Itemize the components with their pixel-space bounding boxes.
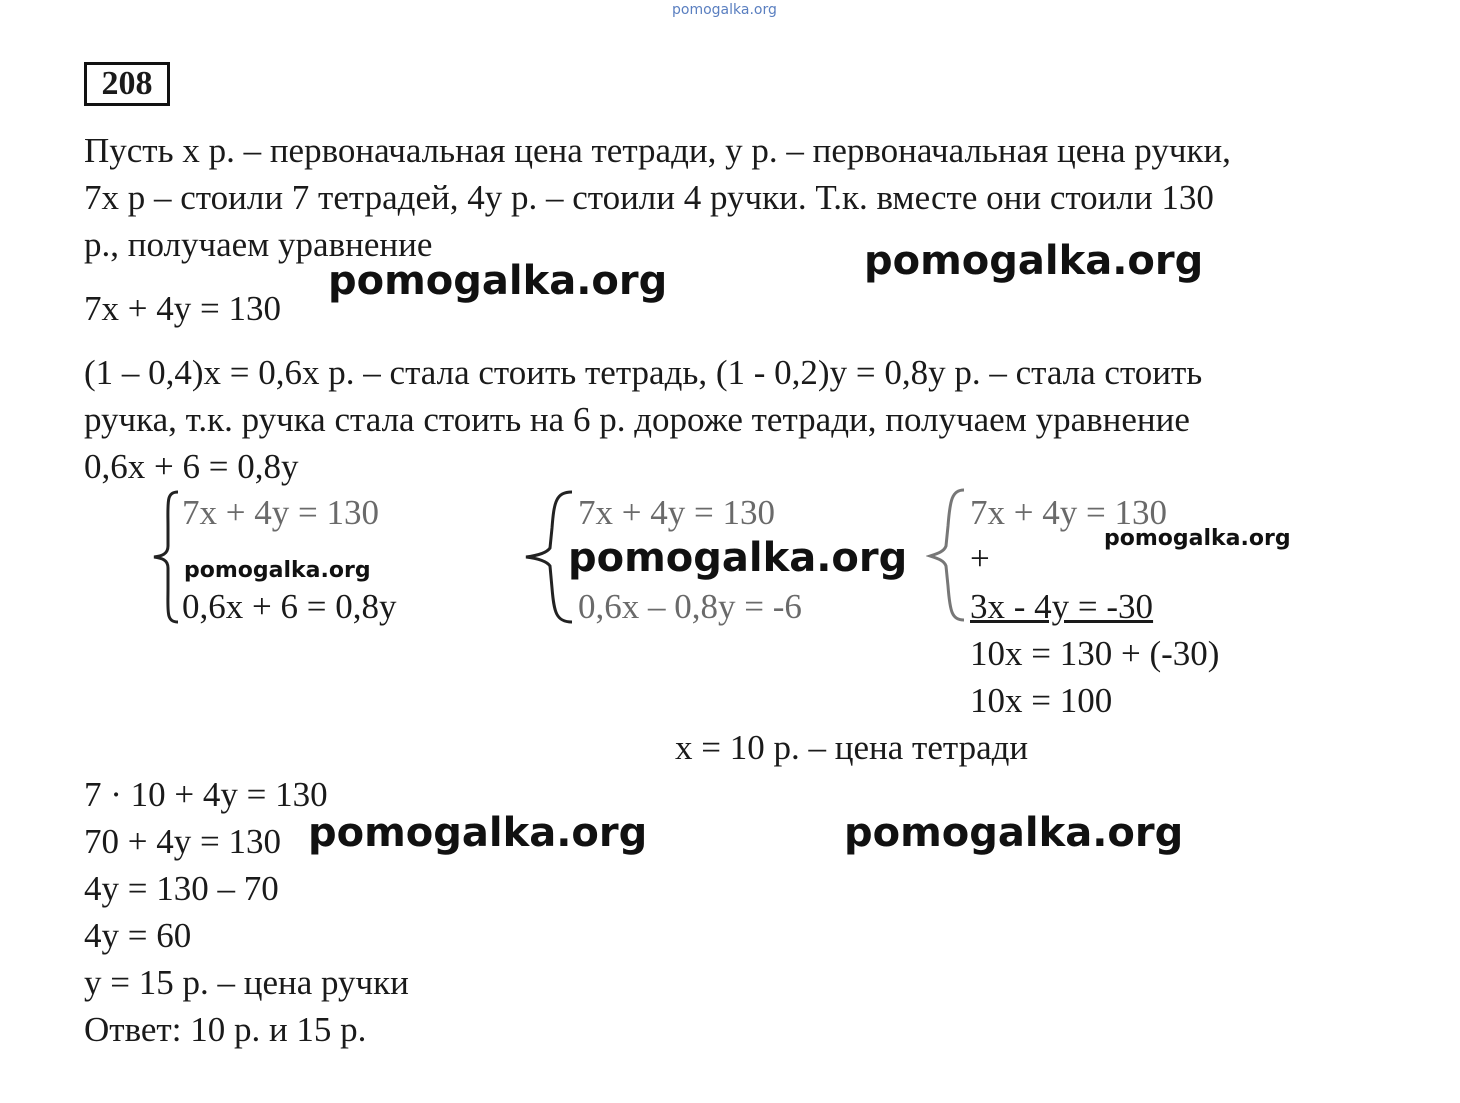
equation-1: 7х + 4у = 130 (84, 289, 281, 328)
answer-line: Ответ: 10 р. и 15 р. (84, 1010, 367, 1049)
middle-line-1: (1 – 0,4)х = 0,6х р. – стала стоить тетрадь, (1 - 0,2)у = 0,8у р. – стала стоить (84, 353, 1203, 392)
system-1-top: 7х + 4у = 130 (182, 493, 379, 532)
watermark-1: pomogalka.org (328, 258, 668, 304)
middle-line-2: ручка, т.к. ручка стала стоить на 6 р. дороже тетради, получаем уравнение (84, 400, 1190, 439)
brace-icon (148, 488, 184, 626)
watermark-5: pomogalka.org (1104, 526, 1291, 551)
intro-line-2: 7х р – стоили 7 тетрадей, 4у р. – стоили 4 ручки. Т.к. вместе они стоили 130 (84, 178, 1214, 217)
solution-line-1: 7 · 10 + 4у = 130 (84, 775, 328, 814)
header-watermark: pomogalka.org (672, 2, 777, 18)
x-result: х = 10 р. – цена тетради (675, 728, 1029, 767)
solution-line-2: 70 + 4у = 130 (84, 822, 281, 861)
intro-line-1: Пусть х р. – первоначальная цена тетради, у р. – первоначальная цена ручки, (84, 131, 1231, 170)
watermark-7: pomogalka.org (844, 810, 1184, 856)
brace-icon (926, 486, 970, 626)
watermark-3: pomogalka.org (184, 558, 371, 583)
watermark-6: pomogalka.org (308, 810, 648, 856)
system-3-top: 7х + 4у = 130 (970, 493, 1167, 532)
system-3-bottom: 3х - 4у = -30 (970, 587, 1154, 626)
system-3-sum-2: 10х = 100 (970, 681, 1113, 720)
solution-line-5: у = 15 р. – цена ручки (84, 963, 409, 1002)
intro-line-3: р., получаем уравнение (84, 225, 433, 264)
system-3-plus: + (970, 539, 990, 578)
system-3-sum-1: 10х = 130 + (-30) (970, 634, 1220, 673)
watermark-4: pomogalka.org (568, 535, 908, 581)
watermark-2: pomogalka.org (864, 238, 1204, 284)
system-2-top: 7х + 4у = 130 (578, 493, 775, 532)
system-2-bottom: 0,6х – 0,8у = -6 (578, 587, 802, 626)
solution-line-3: 4у = 130 – 70 (84, 869, 279, 908)
system-1-bottom: 0,6х + 6 = 0,8у (182, 587, 397, 626)
problem-number: 208 (84, 62, 170, 106)
middle-line-3: 0,6х + 6 = 0,8у (84, 447, 299, 486)
solution-line-4: 4у = 60 (84, 916, 192, 955)
